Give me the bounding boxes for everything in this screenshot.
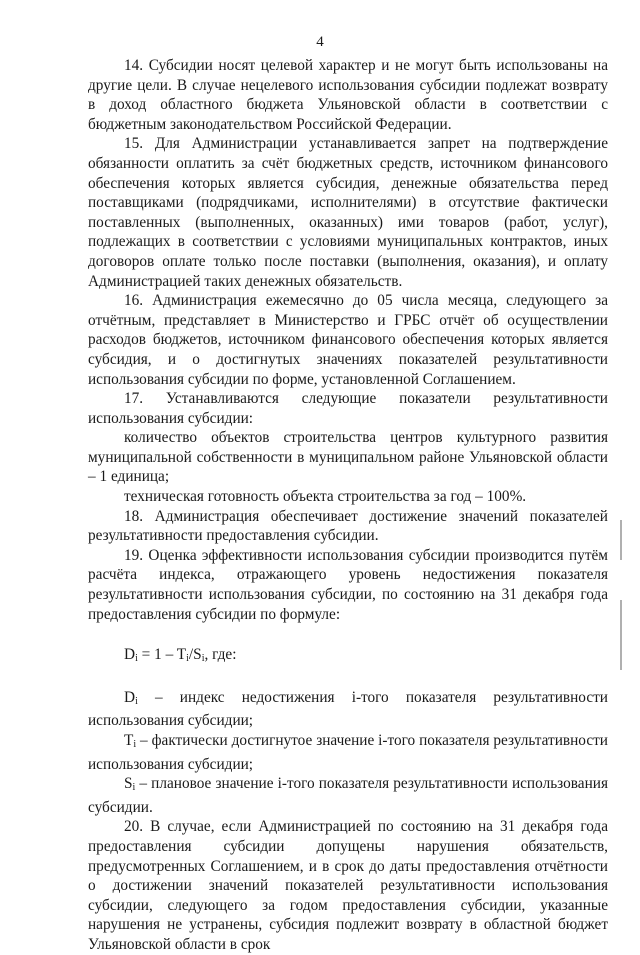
definition-s: $S_i$ – плановое значение i-того показателя результативности использования субсидии. (88, 775, 608, 816)
scan-artifact (620, 600, 622, 670)
page-number: 4 (316, 34, 324, 50)
paragraph-16: 16. Администрация ежемесячно до 05 числа месяца, следующего за отчётным, представляет в Министерство и ГРБС отчёт об осуществлении расходов бюджетов, источником финансового обеспечения которых является субсидия, и о достигнутых значениях показателей результативности использования субсидии по форме, установленной Соглашением. (88, 292, 608, 388)
scan-artifact (620, 520, 622, 560)
indicator-readiness: техническая готовность объекта строительства за год – 100%. (124, 488, 527, 506)
definition-t: $T_i$ – фактически достигнутое значение i-того показателя результативности использования субсидии; (88, 732, 608, 773)
paragraph-17: 17. Устанавливаются следующие показатели результативности использования субсидии: (88, 390, 608, 427)
paragraph-18: 18. Администрация обеспечивает достижение значений показателей результативности предоставления субсидии. (88, 507, 608, 545)
paragraph-19: 19. Оценка эффективности использования субсидии производится путём расчёта индекса, отражающего уровень недостижения показателя результативности использования субсидии, по состоянию на 31 декабря года предоставления субсидии по формуле: (88, 546, 608, 623)
document-body (88, 56, 608, 955)
paragraph-14: 14. Субсидии носят целевой характер и не могут быть использованы на другие цели. В случае нецелевого использования субсидии подлежат возврату в доход областного бюджета Ульяновской области в соответствии с бюджетным законодательством Российской Федерации. (88, 57, 608, 133)
indicator-objects-count: количество объектов строительства центров культурного развития муниципальной собственности в муниципальном районе Ульяновской области – 1 единица; (88, 429, 608, 486)
formula: $D_i = 1 - T_i/S_i$, где: (124, 646, 237, 665)
paragraph-15: 15. Для Администрации устанавливается запрет на подтверждение обязанности оплатить за счёт бюджетных средств, источником финансового обеспечения которых является субсидия, денежные обязательства перед поставщиками (подрядчиками, исполнителями) в отсутствие фактически поставленных (выполненных, оказанных) ими товаров (работ, услуг), подлежащих в соответствии с условиями муниципальных контрактов, иных договоров оплате только после поставки (выполнения, оказания), и оплату Администрацией таких денежных обязательств. (88, 135, 608, 290)
paragraph-20: 20. В случае, если Администрацией по состоянию на 31 декабря года предоставления субсидии допущены нарушения обязательств, предусмотренных Соглашением, и в срок до даты предоставления отчётности о достижении значений показателей результативности использования субсидии, следующего за годом предоставления субсидии, указанные нарушения не устранены, субсидия подлежит возврату в областной бюджет Ульяновской области в срок (88, 818, 608, 953)
definition-d: $D_i$ – индекс недостижения i-того показателя результативности использования субсидии; (88, 688, 608, 730)
